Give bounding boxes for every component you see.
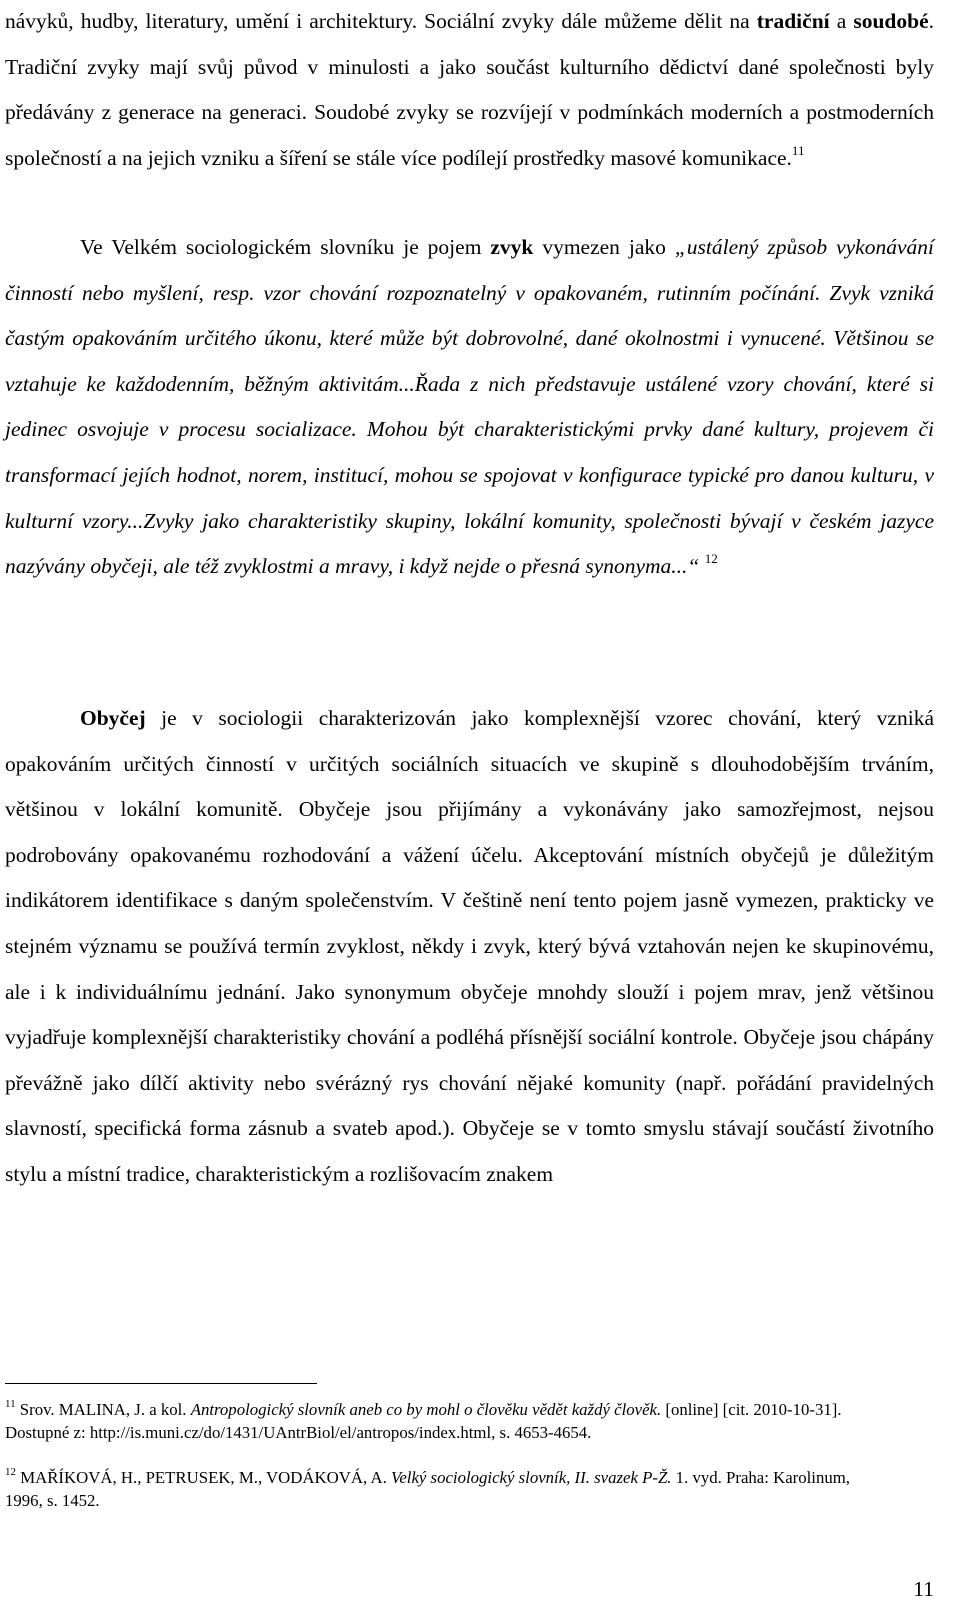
footnote-ref-12[interactable]: 12 xyxy=(704,551,718,567)
paragraph-text: vymezen jako xyxy=(533,235,675,259)
footnote-12 xyxy=(5,1467,885,1512)
paragraph-text: Ve Velkém sociologickém slovníku je pojem xyxy=(80,235,491,259)
footnote-number: 11 xyxy=(5,1398,16,1410)
footnote-text: 1. vyd. Praha: Karolinum, 1996, s. 1452. xyxy=(5,1468,850,1510)
paragraph-text: a xyxy=(829,9,854,33)
term-traditional: tradiční xyxy=(756,9,830,33)
paragraph-text: je v sociologii charakterizován jako komplexnější vzorec chování, který vzniká opakováním určitých činností v určitých sociálních situacích ve skupině s dlouhodobějším trváním, většinou v lokální komunitě. Obyčeje jsou přijímány a vykonávány jako samozřejmost, nejsou podrobovány opakovanému rozhodování a vážení účelu. Akceptování místních obyčejů je důležitým indikátorem identifikace s daným společenstvím. V češtině není tento pojem jasně vymezen, prakticky ve stejném významu se používá termín zvyklost, někdy i zvyk, který bývá vztahován nejen ke skupinovému, ale i k individuálnímu jednání. Jako synonymum obyčeje mnohdy slouží i pojem mrav, jenž většinou vyjadřuje komplexnější charakteristiky chování a podléhá přísnější sociální kontrole. Obyčeje jsou chápány převážně jako dílčí aktivity nebo svérázný rys chování nějaké komunity (např. pořádání pravidelných slavností, specifická forma zásnub a svateb apod.). Obyčeje se v tomto smyslu stávají součástí životního stylu a místní tradice, charakteristickým a rozlišovacím znakem xyxy=(5,706,934,1186)
footnote-text: [online] [cit. 2010-10-31]. Dostupné z: http://is.muni.cz/do/1431/UAntrBiol/el/antropos/index.html, s. 4653-4654. xyxy=(5,1400,842,1442)
paragraph-zvyk-definition xyxy=(5,225,934,590)
paragraph-text: návyků, hudby, literatury, umění i architektury. Sociální zvyky dále můžeme dělit na xyxy=(5,9,757,33)
paragraph-social-customs xyxy=(5,0,934,181)
term-zvyk: zvyk xyxy=(490,235,534,259)
footnote-ref-11[interactable]: 11 xyxy=(791,142,805,158)
paragraph-text: . Tradiční zvyky mají svůj původ v minulosti a jako součást kulturního dědictví dané společnosti byly předávány z generace na generaci. Soudobé zvyky se rozvíjejí v podmínkách moderních a postmoderních společností a na jejich vzniku a šíření se stále více podílejí prostředky masové komunikace. xyxy=(5,9,934,170)
term-obycej: Obyčej xyxy=(80,706,146,730)
term-contemporary: soudobé xyxy=(853,9,929,33)
footnote-11 xyxy=(5,1399,885,1444)
dictionary-quote: „ustálený způsob vykonávání činností nebo myšlení, resp. vzor chování rozpoznatelný v opakovaném, rutinním počínání. Zvyk vzniká častým opakováním určitého úkonu, které může být dobrovolné, dané okolnostmi i vynucené. Většinou se vztahuje ke každodenním, běžným aktivitám...Řada z nich představuje ustálené vzory chování, které si jedinec osvojuje v procesu socializace. Mohou být charakteristickými prvky dané kultury, projevem či transformací jejích hodnot, norem, institucí, mohou se spojovat v konfigurace typické pro danou kulturu, v kulturní vzory...Zvyky jako charakteristiky skupiny, lokální komunity, společnosti bývají v českém jazyce nazývány obyčeji, ale též zvyklostmi a mravy, i když nejde o přesná synonyma...“ xyxy=(5,235,934,579)
paragraph-obycej-definition xyxy=(5,696,934,1198)
footnote-title: Velký sociologický slovník, II. svazek P-Ž. xyxy=(390,1468,672,1487)
footnote-text: Srov. MALINA, J. a kol. xyxy=(15,1400,191,1419)
footnote-separator xyxy=(5,1383,317,1384)
page-number: 11 xyxy=(913,1577,934,1601)
footnote-text: MAŘÍKOVÁ, H., PETRUSEK, M., VODÁKOVÁ, A. xyxy=(16,1468,391,1487)
footnote-title: Antropologický slovník aneb co by mohl o člověku vědět každý člověk. xyxy=(190,1400,662,1419)
footnote-number: 12 xyxy=(5,1466,16,1478)
